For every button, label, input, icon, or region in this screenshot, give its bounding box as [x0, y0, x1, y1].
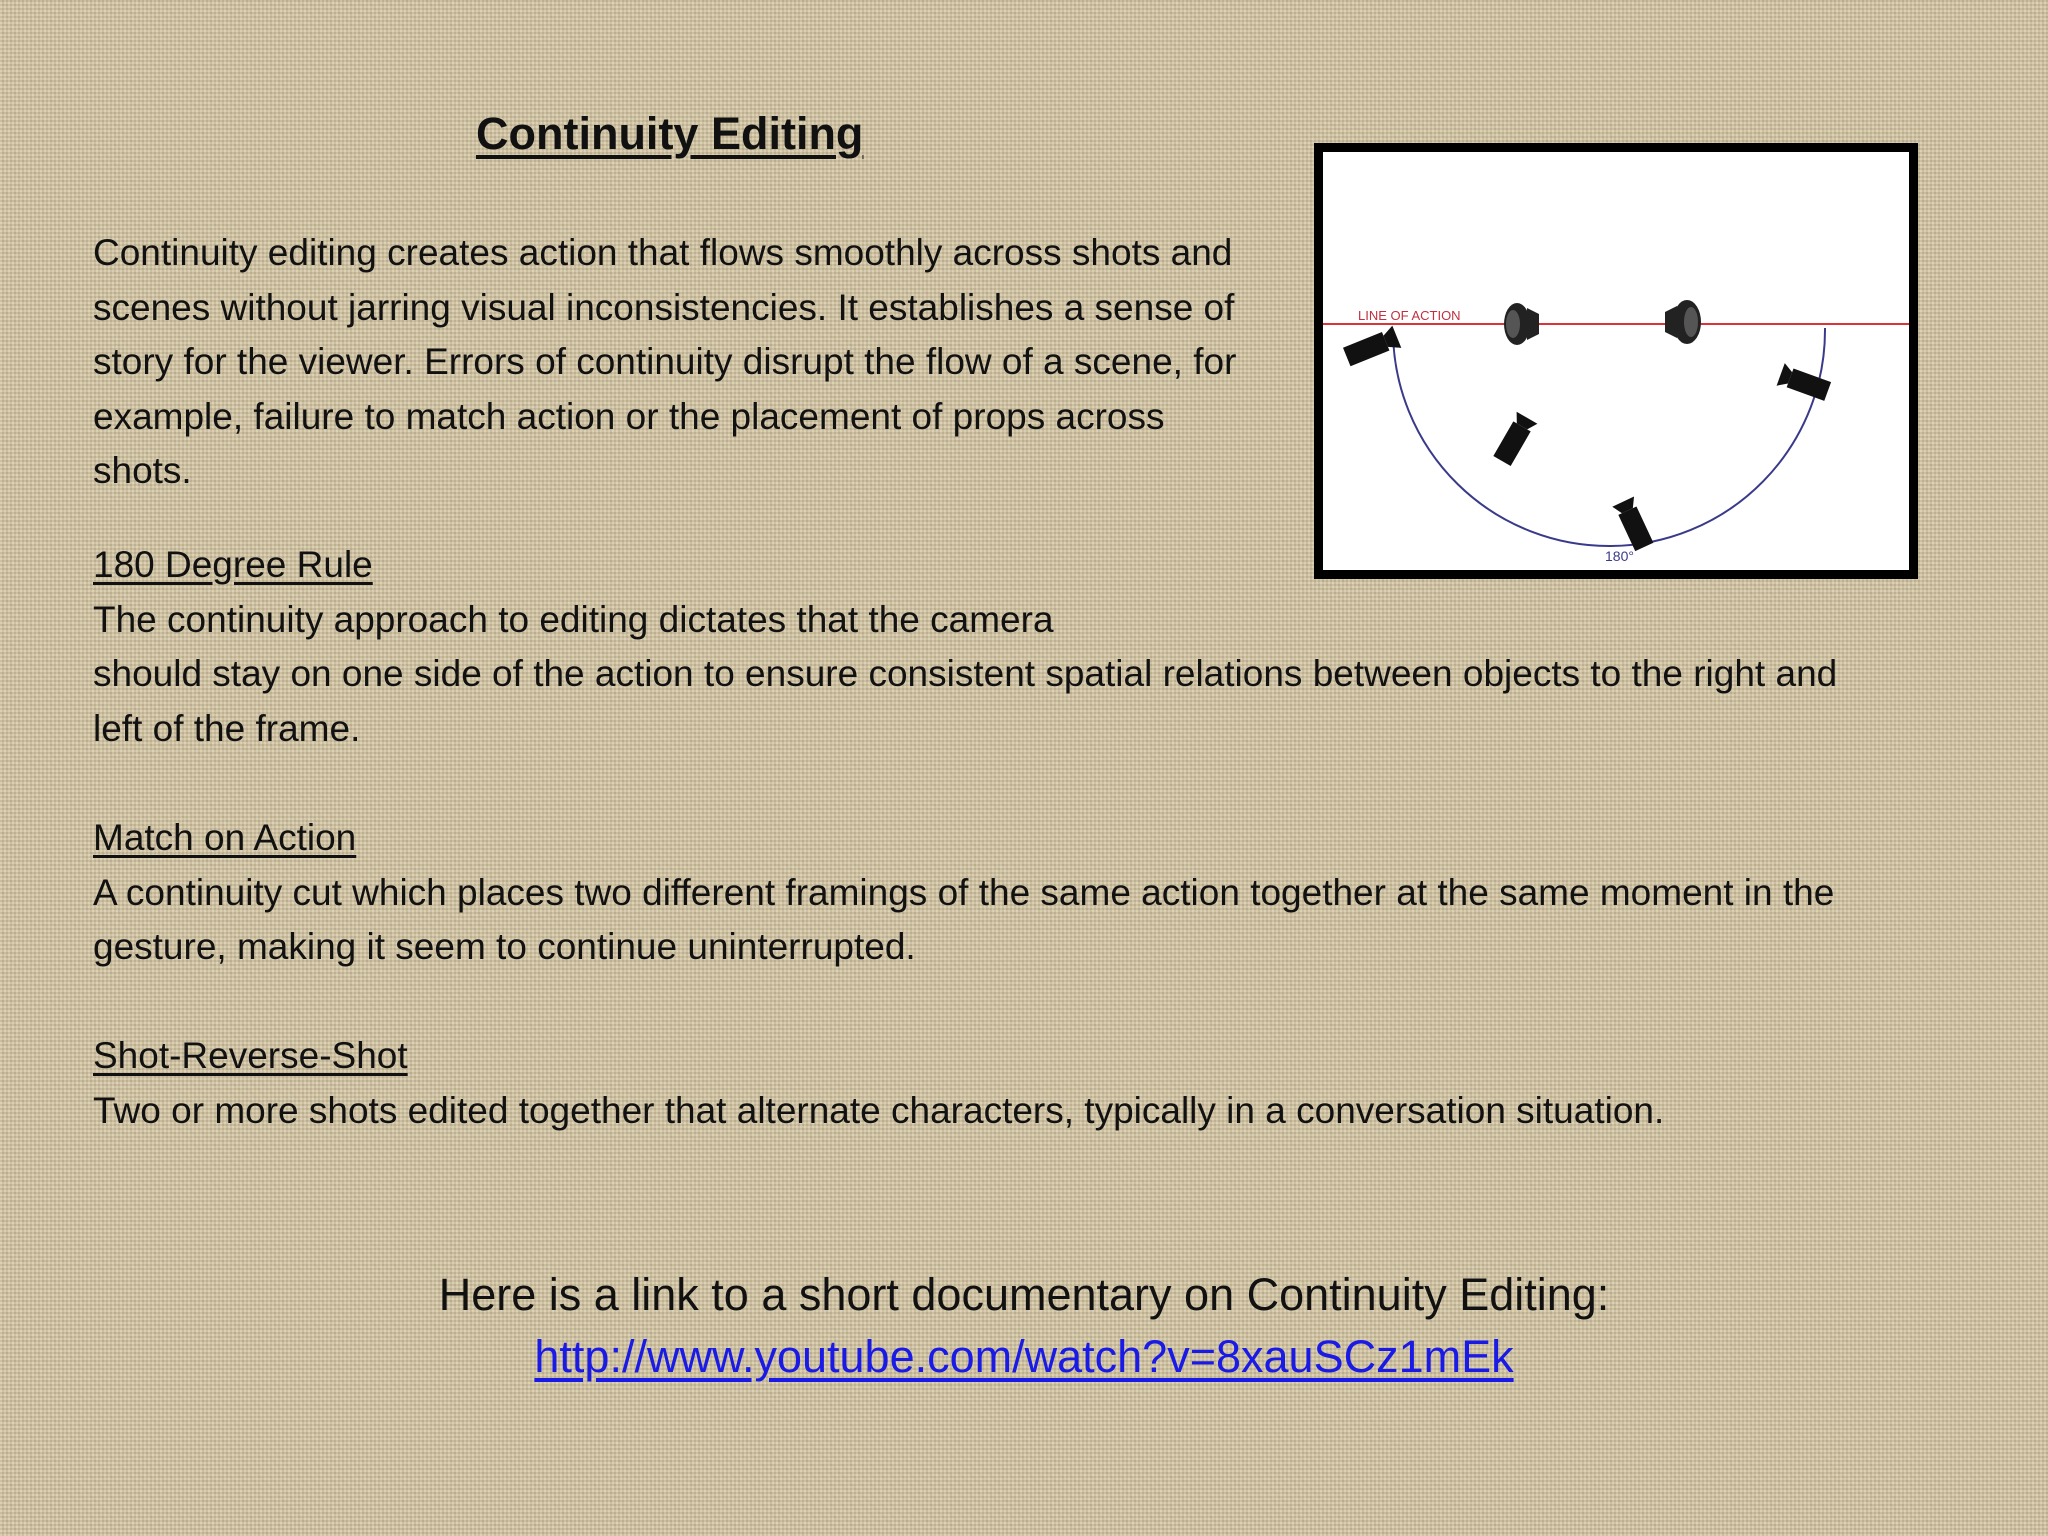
section-180-degree-rule	[93, 538, 1873, 756]
180-degree-diagram	[1314, 143, 1918, 579]
slide-title: Continuity Editing	[476, 108, 864, 159]
section-body: A continuity cut which places two different framings of the same action together at the same moment in the gesture, making it seem to continue uninterrupted.	[93, 871, 1835, 967]
line-of-action-label: LINE OF ACTION	[1358, 308, 1461, 323]
diagram-svg	[1323, 152, 1909, 570]
footer-text: Here is a link to a short documentary on Continuity Editing:	[438, 1269, 1610, 1320]
section-shot-reverse-shot	[93, 1029, 1873, 1138]
section-body: should stay on one side of the action to ensure consistent spatial relations between objects to the right and left of the frame.	[93, 653, 1838, 749]
section-heading: Shot-Reverse-Shot	[93, 1035, 408, 1076]
section-body: The continuity approach to editing dictates that the camera	[93, 598, 1054, 640]
footer	[0, 1264, 2048, 1388]
180-degree-arc	[1393, 328, 1825, 546]
actor-left-icon	[1504, 303, 1539, 345]
section-match-on-action	[93, 811, 1873, 975]
camera-icon	[1777, 363, 1832, 403]
section-heading: Match on Action	[93, 817, 357, 858]
arc-label: 180°	[1605, 548, 1634, 564]
camera-icon	[1492, 412, 1538, 467]
actor-right-icon	[1665, 300, 1701, 344]
documentary-link[interactable]: http://www.youtube.com/watch?v=8xauSCz1mEk	[534, 1331, 1514, 1382]
section-heading: 180 Degree Rule	[93, 544, 373, 585]
intro-paragraph: Continuity editing creates action that flows smoothly across shots and scenes without jarring visual inconsistencies. It establishes a sense of story for the viewer. Errors of continuity disrupt the flow of a scene, for example, failure to match action or the placement of props across shots.	[93, 232, 1237, 491]
camera-icon	[1342, 326, 1401, 368]
section-body: Two or more shots edited together that alternate characters, typically in a conversation situation.	[93, 1089, 1665, 1131]
